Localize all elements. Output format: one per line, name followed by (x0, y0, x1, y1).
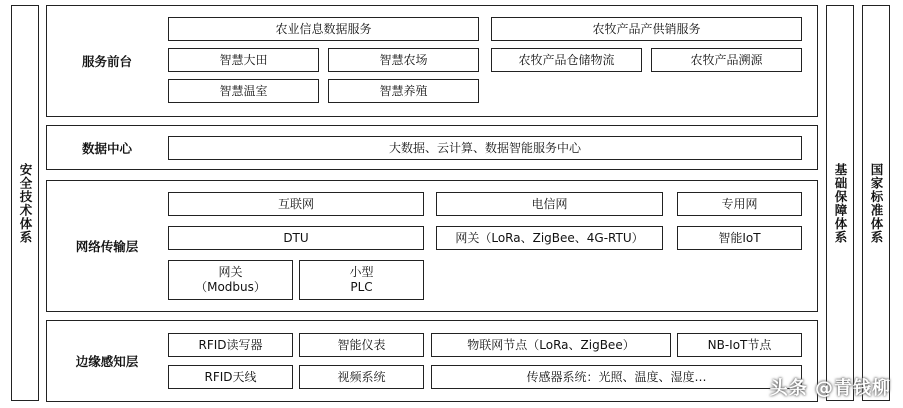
network-box-gateway-lora: 网关（LoRa、ZigBee、4G-RTU） (436, 226, 663, 250)
service-box-smart-field: 智慧大田 (168, 48, 319, 72)
security-system-label: 安全技术体系 (18, 162, 33, 244)
network-box-dtu: DTU (168, 226, 424, 250)
network-box-private: 专用网 (677, 192, 802, 216)
data-center-box: 大数据、云计算、数据智能服务中心 (168, 136, 802, 160)
network-box-gateway-modbus (168, 260, 293, 300)
national-standard-label: 国家标准体系 (869, 162, 884, 244)
network-layer-label: 网络传输层 (75, 239, 139, 254)
service-box-traceability: 农牧产品溯源 (651, 48, 802, 72)
edge-box-smart-meter: 智能仪表 (299, 333, 424, 357)
service-box-smart-farm: 智慧农场 (328, 48, 479, 72)
service-box-smart-greenhouse: 智慧温室 (168, 79, 319, 103)
network-box-small-plc (299, 260, 424, 300)
network-box-smart-iot: 智能IoT (677, 226, 802, 250)
gateway-modbus-line1: 网关 (218, 265, 243, 279)
small-plc-line1: 小型 (349, 265, 374, 279)
edge-box-iot-node: 物联网节点（LoRa、ZigBee） (431, 333, 671, 357)
gateway-modbus-line2: （Modbus） (195, 280, 266, 294)
security-system-bar (11, 5, 39, 401)
foundation-system-label: 基础保障体系 (833, 162, 848, 244)
small-plc-line2: PLC (350, 280, 373, 294)
watermark-text: 头条 @青钱柳 (769, 378, 891, 399)
edge-box-rfid-antenna: RFID天线 (168, 365, 293, 389)
service-box-agri-info: 农业信息数据服务 (168, 17, 479, 41)
network-box-telecom: 电信网 (436, 192, 663, 216)
service-box-storage-logistics: 农牧产品仓储物流 (491, 48, 642, 72)
edge-box-rfid-reader: RFID读写器 (168, 333, 293, 357)
edge-box-sensor-system: 传感器系统：光照、温度、湿度… (431, 365, 802, 389)
edge-box-nbiot-node: NB-IoT节点 (677, 333, 802, 357)
data-center-layer-label: 数据中心 (81, 140, 132, 156)
service-box-supply-chain: 农牧产品产供销服务 (491, 17, 802, 41)
service-box-smart-breeding: 智慧养殖 (328, 79, 479, 103)
national-standard-bar (862, 5, 890, 401)
foundation-system-bar (826, 5, 854, 401)
service-layer-label: 服务前台 (81, 54, 132, 69)
edge-box-video-system: 视频系统 (299, 365, 424, 389)
edge-layer-label: 边缘感知层 (75, 354, 139, 369)
network-box-internet: 互联网 (168, 192, 424, 216)
